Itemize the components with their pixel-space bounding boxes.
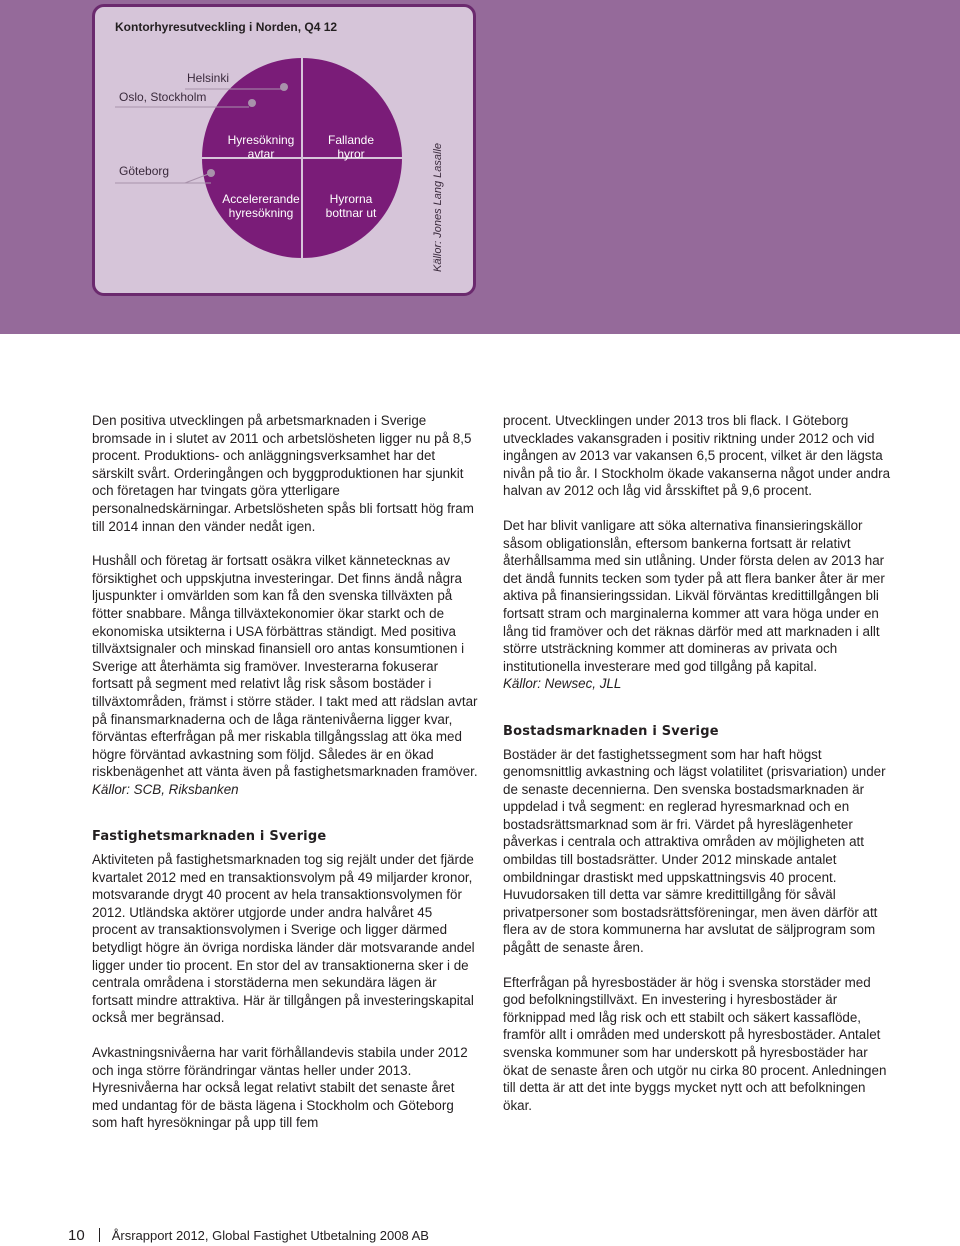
figure-source: Källor: Jones Lang Lasalle <box>432 142 444 272</box>
paragraph: Aktiviteten på fastighetsmarknaden tog sig rejält under det fjärde kvartalet 2012 med en transaktionsvolym på 49 miljarder kronor, motsvarande drygt 40 procent av hela transaktionsvolymen för 2012. Utländska aktörer utgjorde under andra halvåret 45 procent av transaktionsvolymen i Sverige och ligger därmed betydligt högre än övriga nordiska länder där motsvarande andel ligger under tio procent. En stor del av transaktionerna sker i de centrala områdena i storstäderna men sekundära lägen är fortsatt mindre attraktiva. Här är tillgången på investeringskapital också mer begränsad. <box>92 852 475 1026</box>
paragraph: Hushåll och företag är fortsatt osäkra vilket kännetecknas av försiktighet och uppskjutna investeringar. Det finns ändå några ljuspunkter i omvärlden som kan få den svenska tillväxten på fötter snabbare. Många tillväxtekonomier ökar starkt och de ekonomiska utsikterna i USA förbättras ständigt. Med positiva tillväxtsignaler och minskad finansiell oro antas konsumtionen i Sverige att återhämta sig framöver. Investerarna fokuserar fortsatt på segment med relativt låg risk såsom bostäder i tillväxtområden, främst i större städer. I takt med att rädslan avtar på finansmarknaderna och de låga räntenivåerna ligger kvar, förväntas efterfrågan på mer riskabla tillgångsslag att öka med högre förväntad avkastning som följd. Således är en ökad riskbenägenhet att vänta även på fastighetsmarknaden framöver. Källor: SCB, Riksbanken <box>92 553 478 797</box>
left-column <box>92 412 480 1149</box>
label-goteborg: Göteborg <box>119 164 170 178</box>
quadrant-top-right: Fallande hyror <box>327 133 375 161</box>
label-helsinki: Helsinki <box>187 71 230 85</box>
helsinki-marker <box>280 83 288 91</box>
oslo-stockholm-marker <box>248 99 256 107</box>
right-column <box>503 412 891 1131</box>
publication-title: Årsrapport 2012, Global Fastighet Utbetalning 2008 AB <box>111 1228 429 1243</box>
page-footer <box>68 1227 429 1244</box>
source-note: Källor: SCB, Riksbanken <box>92 781 239 797</box>
paragraph: Avkastningsnivåerna har varit förhållandevis stabila under 2012 och inga större förändringar väntas heller under 2013. Hyresnivåerna har också legat relativt stabilt det senaste året med undantag för de bästa lägena i Stockholm och Göteborg som haft hyresökningar på upp till fem <box>92 1045 468 1131</box>
paragraph: procent. Utvecklingen under 2013 tros bli flack. I Göteborg utvecklades vakansgraden i positiv riktning under 2012 och vid ingången av 2013 var vakansen 6,5 procent, vilket är den lägsta nivån på tio år. I Stockholm ökade vakanserna något under andra halvan av 2012 och låg vid årsskiftet på 9,6 procent. <box>503 413 891 499</box>
footer-divider <box>99 1228 100 1242</box>
label-oslo-stockholm: Oslo, Stockholm <box>119 90 207 104</box>
section-heading: Bostadsmarknaden i Sverige <box>503 723 719 739</box>
paragraph: Den positiva utvecklingen på arbetsmarknaden i Sverige bromsade in i slutet av 2011 och arbetslösheten ligger nu på 8,5 procent. Produktions- och anläggningsverksamhet har det särskilt svårt. Orderingången och byggproduktionen har sjunkit och företagen har tvingats göra ytterligare personalnedskärningar. Arbetslösheten spås bli fortsatt hög fram till 2014 innan den vänder nedåt igen. <box>92 413 474 534</box>
figure-card <box>92 4 476 296</box>
figure-title: Kontorhyresutveckling i Norden, Q4 12 <box>115 20 338 34</box>
section-heading: Fastighetsmarknaden i Sverige <box>92 829 327 845</box>
paragraph: Det har blivit vanligare att söka alternativa finansieringskällor såsom obligationslån, eftersom bankerna fortsatt är relativt återhållsamma med sin utlåning. Under första delen av 2013 har det ändå funnits tecken som tyder på att flera banker åter är mer aktiva på finansieringssidan. Likväl förväntas kredittillgången bli fortsatt stram och marginalerna kommer att vara höga under en lång tid framöver och det räknas därför med att marknaden i allt större utsträckning kommer att domineras av privata och institutionella investerare med god tillgång på kapital. Källor: Newsec, JLL <box>503 517 885 692</box>
paragraph: Bostäder är det fastighetssegment som har haft högst genomsnittlig avkastning och lägst volatilitet (prisvariation) under de senaste decennierna. Den svenska bostadsmarknaden är uppdelad i två segment: en reglerad hyresmarknad och en bostadsrättsmarknad som är fri. Värdet på hyreslägenheter påverkas i centrala och attraktiva områden av möjligheten att ombildas till bostadsrätter. Under 2012 minskade antalet ombildningar drastiskt med uppskattningsvis 40 procent. Huvudorsaken till detta var sämre kredittillgång för såväl privatpersoner som bostadsrättsföreningar, men även därför att flera av de stora kommunerna har avslutat de säljprogram som pågått de senaste åren. <box>503 746 886 956</box>
page-number: 10 <box>68 1227 85 1244</box>
quadrant-bottom-left: Accelererande hyresökning <box>222 192 300 220</box>
source-note: Källor: Newsec, JLL <box>503 676 622 692</box>
quadrant-top-left: Hyresökning avtar <box>227 133 295 161</box>
paragraph: Efterfrågan på hyresbostäder är hög i svenska storstäder med god befolkningstillväxt. En investering i hyresbostäder är förknippad med låg risk och ett stabilt och säkert kassaflöde, framför allt i områden med underskott på hyresbostäder. Antalet svenska kommuner som har underskott på hyresbostäder har ökat de senaste åren och utgör nu cirka 80 procent. Anledningen till detta är att det inte byggs mycket nytt och att befolkningen ökar. <box>503 974 887 1113</box>
quadrant-bottom-right: Hyrorna bottnar ut <box>325 192 377 220</box>
